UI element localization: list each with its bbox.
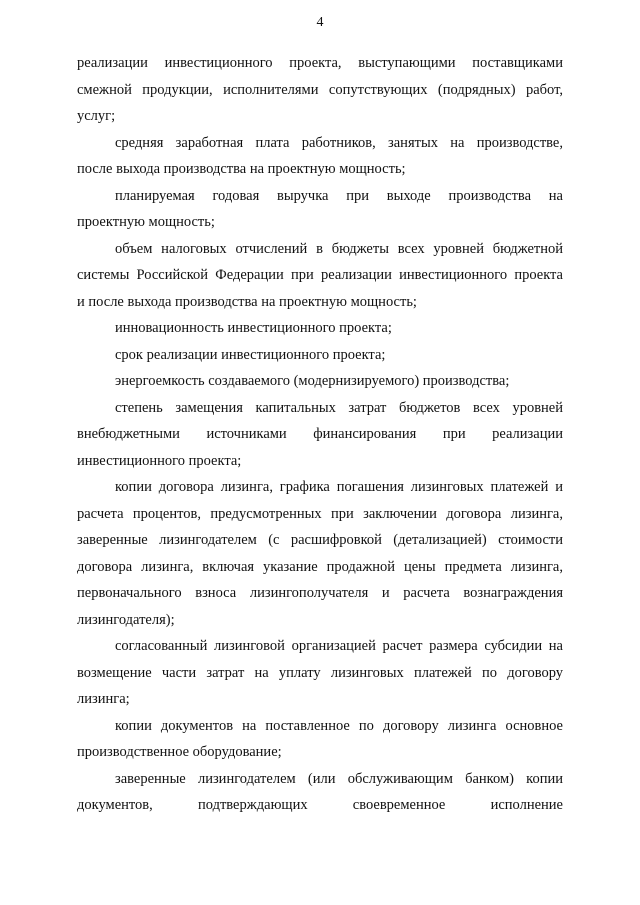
text-line: согласованный лизинговой организацией расчет размера субсидии на bbox=[115, 638, 563, 654]
text-line: энергоемкость создаваемого (модернизируемого) производства; bbox=[115, 373, 510, 389]
text-line: документов, подтверждающих своевременное исполнение bbox=[77, 797, 563, 813]
text-line: производственное оборудование; bbox=[77, 744, 282, 760]
page-number: 4 bbox=[316, 15, 324, 30]
text-line: и после выхода производства на проектную мощность; bbox=[77, 293, 417, 310]
text-line: объем налоговых отчислений в бюджеты всех уровней бюджетной bbox=[115, 240, 563, 257]
text-line: возмещение части затрат на уплату лизинговых платежей по договору bbox=[77, 664, 563, 681]
text-line: заверенные лизингодателем (с расшифровкой (детализацией) стоимости bbox=[77, 532, 563, 548]
text-line: договора лизинга, включая указание продажной цены предмета лизинга, bbox=[77, 558, 563, 575]
text-line: средняя заработная плата работников, занятых на производстве, bbox=[115, 134, 563, 151]
text-line: лизингодателя); bbox=[77, 611, 175, 628]
text-line: копии документов на поставленное по договору лизинга основное bbox=[115, 717, 563, 734]
text-line: лизинга; bbox=[77, 691, 130, 707]
paragraph-3 bbox=[77, 183, 563, 236]
text-line: внебюджетными источниками финансирования при реализации bbox=[77, 426, 563, 442]
paragraph-9 bbox=[77, 474, 563, 633]
text-line: первоначального взноса лизингополучателя и расчета вознаграждения bbox=[77, 585, 563, 601]
text-line: планируемая годовая выручка при выходе производства на bbox=[115, 187, 563, 204]
text-line: степень замещения капитальных затрат бюджетов всех уровней bbox=[115, 399, 563, 416]
text-line: системы Российской Федерации при реализации инвестиционного проекта bbox=[77, 267, 563, 283]
paragraph-1 bbox=[77, 50, 563, 130]
text-line: смежной продукции, исполнителями сопутствующих (подрядных) работ, bbox=[77, 81, 563, 98]
text-line: после выхода производства на проектную мощность; bbox=[77, 161, 406, 177]
text-line: расчета процентов, предусмотренных при заключении договора лизинга, bbox=[77, 505, 563, 522]
text-line: заверенные лизингодателем (или обслуживающим банком) копии bbox=[115, 770, 563, 787]
text-line: копии договора лизинга, графика погашения лизинговых платежей и bbox=[115, 479, 563, 495]
paragraph-7 bbox=[77, 368, 563, 395]
paragraph-5 bbox=[77, 315, 563, 342]
paragraph-4 bbox=[77, 236, 563, 316]
paragraph-2 bbox=[77, 130, 563, 183]
text-line: реализации инвестиционного проекта, выступающими поставщиками bbox=[77, 55, 563, 71]
paragraph-11 bbox=[77, 713, 563, 766]
text-line: проектную мощность; bbox=[77, 214, 215, 230]
paragraph-10 bbox=[77, 633, 563, 713]
text-line: срок реализации инвестиционного проекта; bbox=[115, 346, 386, 363]
paragraph-12 bbox=[77, 766, 563, 819]
text-line: услуг; bbox=[77, 108, 116, 124]
text-line: инновационность инвестиционного проекта; bbox=[115, 320, 392, 336]
paragraph-6 bbox=[77, 342, 563, 369]
document-body bbox=[77, 50, 563, 819]
paragraph-8 bbox=[77, 395, 563, 475]
text-line: инвестиционного проекта; bbox=[77, 452, 242, 469]
